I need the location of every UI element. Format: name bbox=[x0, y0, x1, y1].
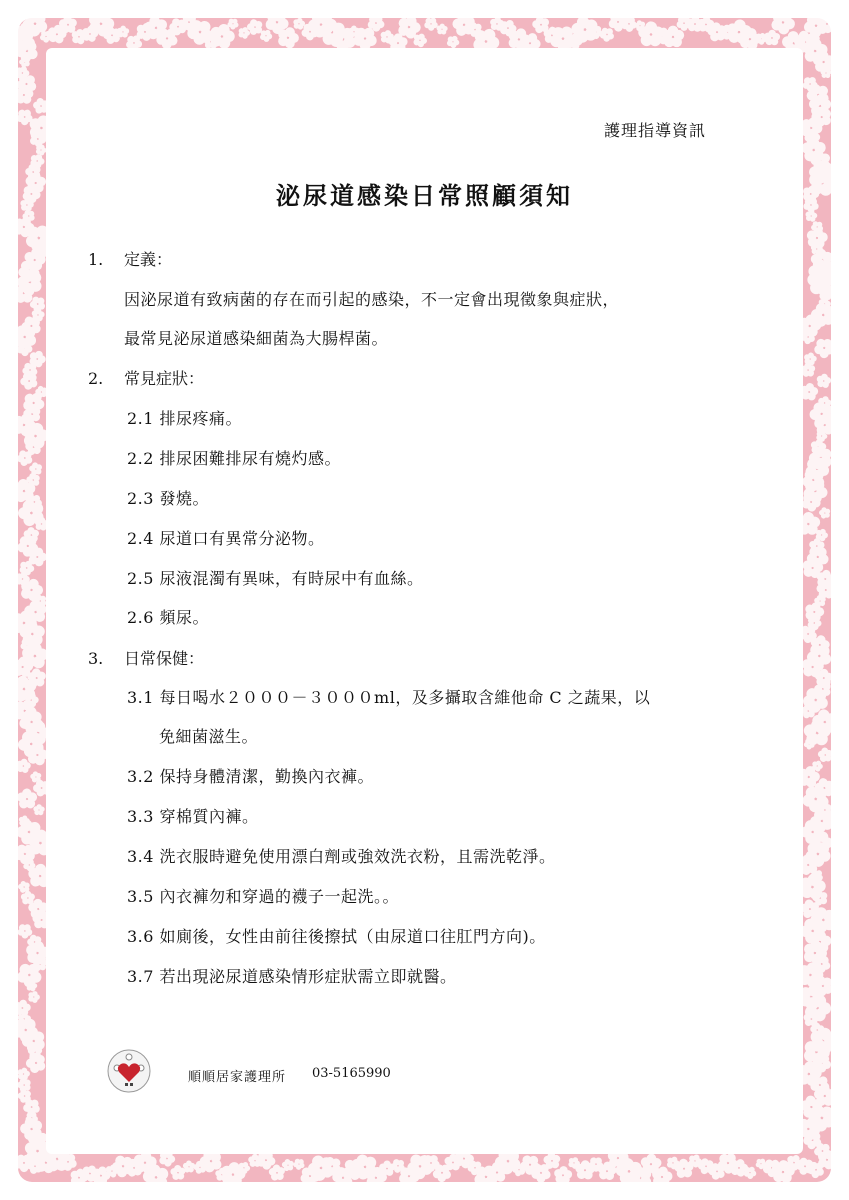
care-item-continued: 免細菌滋生。 bbox=[159, 727, 259, 746]
section-heading: 定義： bbox=[124, 250, 173, 269]
section-number: 1. bbox=[88, 250, 104, 269]
care-item: 3.2 保持身體清潔，勤換內衣褲。 bbox=[127, 767, 375, 786]
footer bbox=[106, 1048, 506, 1094]
symptom-item: 2.1 排尿疼痛。 bbox=[127, 409, 243, 428]
care-item: 3.3 穿棉質內褲。 bbox=[127, 807, 259, 826]
symptom-item: 2.6 頻尿。 bbox=[127, 608, 210, 627]
symptom-item: 2.3 發燒。 bbox=[127, 489, 210, 508]
document-category-label: 護理指導資訊 bbox=[604, 121, 707, 140]
section-number: 2. bbox=[88, 369, 104, 388]
care-item: 3.6 如廁後，女性由前往後擦拭（由尿道口往肛門方向)。 bbox=[127, 927, 546, 946]
clinic-phone: 03-5165990 bbox=[312, 1066, 391, 1081]
care-item: 3.1 每日喝水２０００－３０００ml，及多攝取含維他命 C 之蔬果，以 bbox=[127, 688, 651, 707]
symptom-item: 2.4 尿道口有異常分泌物。 bbox=[127, 529, 325, 548]
section-definition-heading bbox=[88, 247, 172, 270]
section-heading: 日常保健： bbox=[124, 649, 205, 668]
section-symptoms-heading bbox=[88, 366, 204, 389]
symptom-item: 2.2 排尿困難排尿有燒灼感。 bbox=[127, 449, 342, 468]
care-item: 3.5 內衣褲勿和穿過的襪子一起洗。。 bbox=[127, 887, 400, 906]
care-item: 3.7 若出現泌尿道感染情形症狀需立即就醫。 bbox=[127, 967, 457, 986]
section-number: 3. bbox=[88, 649, 104, 668]
definition-line: 最常見泌尿道感染細菌為大腸桿菌。 bbox=[124, 329, 389, 348]
clinic-logo-icon bbox=[106, 1048, 152, 1094]
page-title: 泌尿道感染日常照顧須知 bbox=[276, 181, 573, 210]
symptom-item: 2.5 尿液混濁有異味，有時尿中有血絲。 bbox=[127, 569, 424, 588]
definition-line: 因泌尿道有致病菌的存在而引起的感染，不一定會出現徵象與症狀， bbox=[124, 290, 620, 309]
clinic-name: 順順居家護理所 bbox=[188, 1070, 287, 1085]
section-heading: 常見症狀： bbox=[124, 369, 205, 388]
care-item: 3.4 洗衣服時避免使用漂白劑或強效洗衣粉，且需洗乾淨。 bbox=[127, 847, 556, 866]
section-care-heading bbox=[88, 646, 204, 669]
